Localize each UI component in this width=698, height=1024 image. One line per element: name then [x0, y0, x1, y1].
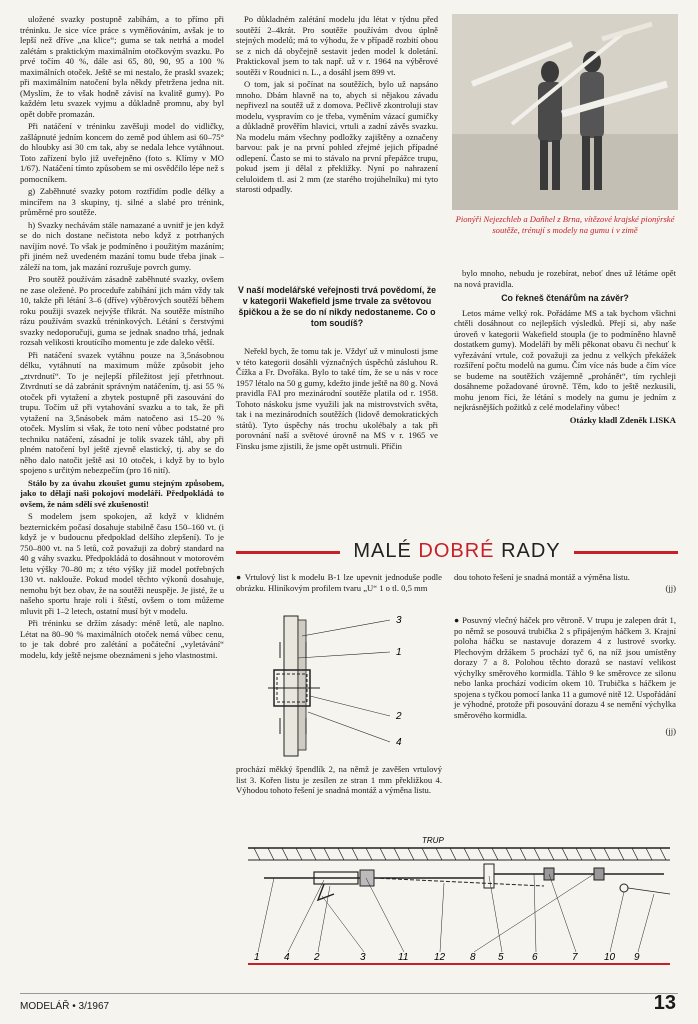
interview-question-headline: V naší modelářské veřejnosti trvá povědomí, že v kategorii Wakefield jsme trvale za světovou špičkou a že se do ní nikdy nedostaneme. Co o tom soudíš?	[237, 285, 436, 328]
photo-caption: Pionýři Nejezchleb a Daňhel z Brna, vítězové krajské pionýrské soutěže, trénují s modely na gumu i v zimě	[455, 214, 675, 235]
tip-propeller-blade-text-cont	[236, 764, 442, 808]
figure2-label-5: 5	[498, 952, 504, 963]
article-column-2-answer	[236, 346, 438, 534]
article-column-1	[20, 14, 224, 972]
tip1-signature: (jj)	[665, 582, 676, 593]
col2b-paragraph: Neřekl bych, že tomu tak je. Vždyť už v minulosti jsme v této kategorii dosáhli význačných úspěchů zásluhou R. Čížka a Fr. Dvořáka. Bylo to také tím, že se u nás v roce 1957 létalo na 50 g gumy, kdežto jinde ještě na 80 g. Nová pravidla FAI pro mezinárodní soutěže platila od r. 1958. Tohoto náskoku jsme využili jak na mistrovstvích světa, tak i na mezinárodních soutěžích (lidově demokratických států). Tyto úspěchy nás trochu ukolébaly a tak při porovnání naší a světové úrovně na MS v r. 1965 ve Finsku jsme zjistili, že jsme opět ustrnuli. Příčin	[236, 346, 438, 451]
tip1-continued: prochází měkký špendlík 2, na němž je zavěšen vrtulový list 3. Kořen listu je zesílen ze stran 1 mm překližkou 4. Výhodou tohoto řešení je snadná montáž a výměna listu.	[236, 764, 442, 795]
footer-magazine-issue: MODELÁŘ • 3/1967	[20, 1001, 110, 1012]
figure-propeller-blade	[250, 612, 440, 762]
article-column-3-intro	[454, 268, 676, 289]
figure2-label-3: 3	[360, 952, 366, 963]
banner-title-part3: RADY	[501, 540, 561, 562]
figure2-label-6: 6	[532, 952, 538, 963]
tip-tow-hook-text	[454, 615, 676, 795]
col1-paragraph: uložené svazky postupně zabíhám, a to přímo při tréninku. Je sice více práce s vyměňováním, avšak je to lepší než dříve „na klice“; guma se tak netrhá a model zalétám s praktickým maximálním otočkovým svazku. Po prvé točím 40 %, dále asi 65, 80, 90, 95 a 100 % maximálních otoček. Ještě se mi nestalo, že praskl svazek; při maximálním natočení byla někdy přetržena jedna nit. (Myslím, že to však hodně závisí na kvalitě gumy). Po každém letu svazek vyjmu a důkladně promnu, aby byl opět dobře promazán.	[20, 14, 224, 119]
figure2-label-9: 9	[634, 952, 640, 963]
figure2-label-7: 7	[572, 952, 578, 963]
banner-title	[346, 540, 568, 563]
col1-paragraph: Pro soutěž používám zásadně zaběhnuté svazky, ovšem ne zase oležené. Po proceduře zabíhání jich mám vždy tak 10, takže při létání 3–6 (dříve) výběrových soutěží během roku použiji svazek nejvýše třikrát. Na soutěže místního rázu používám svazků tréninkových. Létání s čerstvými svazky nedoporučuji, guma se jednak snadno trhá, jednak rozsah velikosti kroutícího momentu je zde daleko větší.	[20, 274, 224, 347]
photo-pioneers-with-models	[452, 14, 678, 210]
col3-paragraph: bylo mnoho, nebudu je rozebírat, neboť dnes už létáme opět na nová pravidla.	[454, 268, 676, 289]
col2-paragraph: O tom, jak si počínat na soutěžích, bylo už napsáno mnoho. Dbám hlavně na to, abych si nějakou závadu nepřivezl na soutěž už z domova. Pečlivě zkontroluji stav modelu, vyspravím co je třeba, vyměním vázací gumičky a důkladně prověřím hlavici, vrtuli a zadní závěs svazku. Na modelu mám všechny podložky zajištěny a označeny barvou: pak je na první pohled zřejmé jejich případné odlepení. Často se mi to stávalo na první přepážce trupu, pokud jsem ji dělal z překližky. Nyní po nahrazení celuloidem tl. asi 2 mm (ze starého trojúhelníku) mi tyto starosti odpadly.	[236, 79, 438, 194]
col1-paragraph: g) Zaběhnuté svazky potom roztřídím podle délky a mincířem na 3 skupiny, tj. silné a slabé pro trénink, průměrné pro soutěže.	[20, 186, 224, 217]
figure2-label-4: 4	[284, 952, 290, 963]
figure2-trup-label: TRUP	[422, 836, 444, 845]
article-column-3	[454, 268, 676, 548]
figure2-label-1: 1	[254, 952, 260, 963]
article-column-3-answer	[454, 308, 676, 413]
banner-rule-right	[574, 551, 678, 554]
page-number: 13	[653, 992, 676, 1014]
tip1-ending: dou tohoto řešení je snadná montáž a výměna listu.	[454, 572, 630, 582]
col1-paragraph: Při natáčení svazek vytáhnu pouze na 3,5násobnou délku, vytáhnutí na maximum může způsobit jeho „ztvrdnutí“. To je nejlepší příležitost její přetrhnout. Ztvrdnutí se dá zabránit správným natáčením, tj. asi 55 % otoček při vytažení a zbytek postupně při zasouvání do trupu. Točím už při vytahování svazku a to tak, že při vytažení na 3,5násobek mám natočeno asi 15–20 % otoček. Myslím si však, že toto není vůbec podstatné pro techniku natáčení, zásadní je tolik svazek táhl, aby při plném natočení byl ještě zjevně elastický, tj. aby se do něho dalo natočit ještě asi 10 otoček, i když by to bylo spojeno s určitým nebezpečím (pro 16 nití).	[20, 349, 224, 475]
section-banner-male-dobre-rady	[236, 540, 678, 564]
col1-paragraph: S modelem jsem spokojen, až když v klidném bezternickém počasí dosahuje stabilně času 150–160 vt. (i když je v budoucnu předpoklad delšího zlepšení). To je 750–800 vt. na 5 letů, což považuji za dobrý standard na 40 g váhy svazku. Předpokládá to dosáhnout v motorovém letu výšky 70–80 m; z této výšky již model potřebných 130 vt. naklouže. Pokud model těchto výkonů dosahuje, nemohu být bez obav, že na soutěži neuspěje. Je jisté, že u našeho sportu hraje roli i štěstí, ovšem o tom můžeme mluvit při 1–2 letech, ostatní musí být v modelu.	[20, 511, 224, 616]
tip2-body: ● Posuvný vlečný háček pro větroně. V trupu je zalepen drát 1, po němž se posouvá trubička 2 s připájeným háčkem 3. Krajní poloha háčku se nastavuje dorazem 4 z lustrové svorky. Plechovým držákem 5 prochází tyč 6, na níž jsou umístěny dorazy 7 a 8. Polohou těchto dorazů se nastaví velikost výchylky směrového kormidla. Táhlo 9 ke směrovce ze silonu nebo lanka prochází vodicím okem 10. Trubička s háčkem je spojena s tyčkou pomocí lanka 11 a gumové nitě 12. Uspořádání je výhodné, protože při posouvání dorazu 4 se nemění výchylka směrového kormidla.	[454, 615, 676, 720]
col1-paragraph: Při natáčení v tréninku zavěšuji model do vidličky, zašlápnuté jedním koncem do země pod úhlem asi 60–75° do hloubky asi 30 cm tak, aby se nedala lehce vytáhnout. Toto zařízení bylo již uveřejněno (foto s. Klímy v MO 1/67). Natáčení tímto způsobem se mi osvědčilo lépe než s pomocníkem.	[20, 121, 224, 184]
col2-paragraph: Po důkladném zalétání modelu jdu létat v týdnu před soutěží 2–4krát. Pro soutěže používám dvou úplně stejných modelů; má to výhodu, že v případě rozbití obou se z nich dá obyčejně sestavit jeden model k doletání. Praktickoval jsem to tak např. už v r. 1964 na výběrové soutěži v Roudnici n. L., a dosáhl jsem 899 vt.	[236, 14, 438, 77]
tip-propeller-blade-text: ● Vrtulový list k modelu B-1 lze upevnit jednoduše podle obrázku. Hliníkovým profilem tvaru „U“ 1 o tl. 0,5 mm	[236, 572, 442, 593]
banner-rule-left	[236, 551, 340, 554]
col3b-paragraph: Letos máme velký rok. Pořádáme MS a tak bychom všichni chtěli dosáhnout co nejlepších výsledků. Přejí si, aby naše úroveň v kategorii Wakefield stoupla (je to podmíněno hlavně dostatkem gumy). Modeláři by měli pěkonat obavu či nechuť k vyřezávání vrtule, což považuji za jednu z velkých překážek rozšíření počtu modelů na gumu. Čím více nás bude a čím více se budeme na soutěžích vzájemně „prohánět“, tím rychleji dosáhneme požadované úrovně. Těm, kdo to ještě nezkusili, mohu jenom říci, že létání s modely na gumu je jedním z nejkrásnějších požitků z celé modelařiny vůbec!	[454, 307, 676, 412]
figure2-label-12: 12	[434, 952, 446, 963]
tip2-signature: (jj)	[665, 726, 676, 736]
col1-paragraph: h) Svazky nechávám stále namazané a uvnitř je jen když se do nich dostane nečistota nebo když z potrhaných navíjím nové. To však je podmíněno i použitým mazáním; při jiném než uvedeném mazání tomu bude třeba jinak – záleží na tom, jak mazání rozrušuje povrch gumy.	[20, 219, 224, 272]
figure1-label-2: 2	[396, 711, 402, 722]
tip-column-top-cont	[454, 572, 676, 598]
figure1-label-3: 3	[396, 615, 402, 626]
col1-paragraph: Při tréninku se držím zásady: méně letů, ale naplno. Létat na 80–90 % maximálních otoček nemá vůbec cenu, to je tak dobré pro zalétání a počáteční „vyletávání“ modelu, kdy ještě nejsme obeznámeni s jeho vlastnostmi.	[20, 618, 224, 660]
figure1-label-1: 1	[396, 647, 402, 658]
figure-tow-hook	[244, 834, 676, 984]
footer-rule	[20, 993, 678, 994]
figure2-label-11: 11	[398, 952, 409, 963]
photo-image	[452, 14, 678, 210]
interview-signature: Otázky kladl Zdeněk LISKA	[569, 414, 676, 425]
banner-title-part1: MALÉ	[353, 540, 412, 562]
figure2-label-2: 2	[314, 952, 320, 963]
col1-paragraph: Stálo by za úvahu zkoušet gumu stejným způsobem, jako to dělají naši pokojoví modeláři. Předpokládá to ovšem, že nám sdělí své zkušenosti!	[20, 477, 224, 509]
interview-question-final: Co řekneš čtenářům na závěr?	[501, 293, 629, 303]
figure2-label-8: 8	[470, 952, 476, 963]
figure2-label-10: 10	[604, 952, 616, 963]
figure1-label-4: 4	[396, 737, 402, 748]
banner-title-part2: DOBRÉ	[418, 540, 495, 562]
